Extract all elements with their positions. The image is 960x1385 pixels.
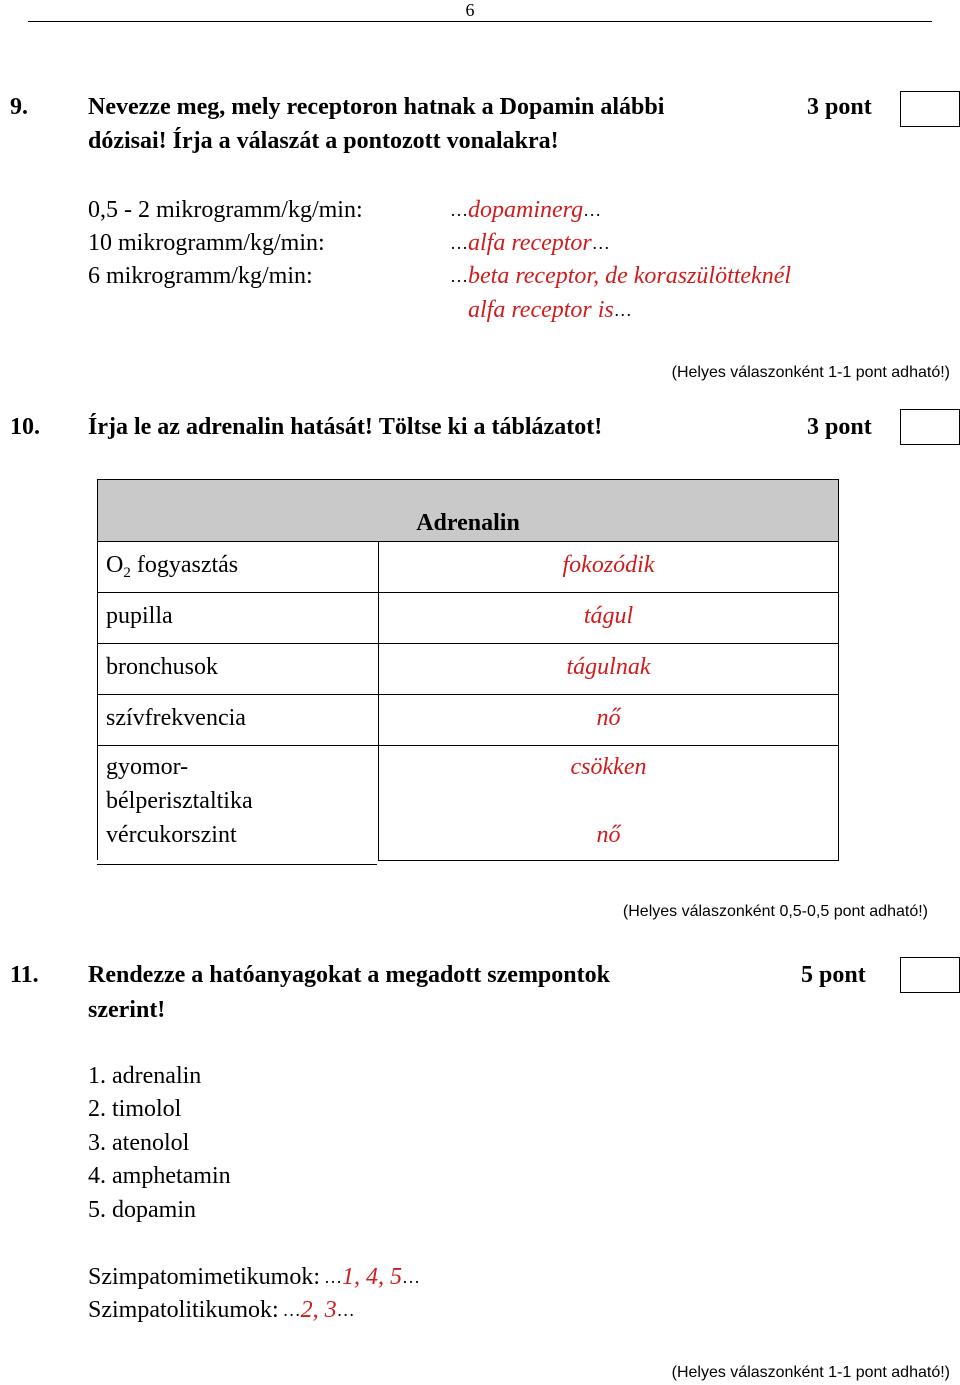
q9-answer-2-text: alfa receptor xyxy=(468,230,592,256)
dots-right: … xyxy=(336,1300,355,1320)
sympathomimetic-label: Szimpatomimetikumok: xyxy=(88,1264,320,1290)
q11-score-box[interactable] xyxy=(900,957,960,993)
table-row xyxy=(98,746,839,861)
q9-number: 9. xyxy=(10,94,28,120)
row-label-gi-peristalsis xyxy=(98,746,379,861)
q10-score-box[interactable] xyxy=(900,409,960,445)
row-answer-gi-peristalsis: csökken xyxy=(570,754,647,780)
row-label-o2 xyxy=(98,542,379,593)
table-row xyxy=(98,542,839,593)
sympatholytic-line xyxy=(88,1297,355,1324)
q9-answer-1-text: dopaminerg xyxy=(468,197,584,223)
q9-dose-1: 0,5 - 2 mikrogramm/kg/min: xyxy=(88,197,363,223)
dots-left: … xyxy=(450,200,468,220)
table-row xyxy=(98,593,839,644)
dots-left: … xyxy=(323,1267,342,1287)
row-answer-pupil: tágul xyxy=(379,593,839,644)
list-item: 1. adrenalin xyxy=(88,1063,202,1089)
q10-points: 3 pont xyxy=(807,414,872,440)
q10-title-rest: Töltse ki a táblázatot! xyxy=(378,414,603,440)
row-label-blood-sugar: vércukorszint xyxy=(106,822,237,848)
sympathomimetic-line xyxy=(88,1264,420,1291)
q9-points: 3 pont xyxy=(807,94,872,120)
row-answer-o2: fokozódik xyxy=(379,542,839,593)
q11-title-line2: szerint! xyxy=(88,997,166,1023)
o2-rest: fogyasztás xyxy=(130,552,239,578)
header-rule xyxy=(28,21,932,22)
gi-label-line1: gyomor- xyxy=(106,754,189,780)
q11-title-line1: Rendezze a hatóanyagokat a megadott szempontok xyxy=(88,962,610,988)
q9-answer-3-cont-text: alfa receptor is xyxy=(468,297,614,323)
q9-title-line2: dózisai! Írja a válaszát a pontozott vonalakra! xyxy=(88,128,559,154)
table-header: Adrenalin xyxy=(98,480,839,542)
q9-dose-2: 10 mikrogramm/kg/min: xyxy=(88,230,325,256)
q9-title-line1: Nevezze meg, mely receptoron hatnak a Dopamin alábbi xyxy=(88,94,665,120)
table-row xyxy=(98,695,839,746)
list-item: 4. amphetamin xyxy=(88,1163,231,1189)
list-item: 5. dopamin xyxy=(88,1197,196,1223)
q9-answer-2 xyxy=(450,230,610,257)
q10-scoring-note: (Helyes válaszonként 0,5-0,5 pont adható!) xyxy=(622,903,928,920)
q11-points: 5 pont xyxy=(801,962,866,988)
q10-number: 10. xyxy=(10,414,40,440)
row-label-heart-rate: szívfrekvencia xyxy=(98,695,379,746)
q9-scoring-note: (Helyes válaszonként 1-1 pont adható!) xyxy=(671,364,950,381)
list-item: 3. atenolol xyxy=(88,1130,190,1156)
sympatholytic-label: Szimpatolitikumok: xyxy=(88,1297,279,1323)
sympathomimetic-answer: 1, 4, 5 xyxy=(341,1264,402,1290)
dots-right: … xyxy=(591,233,610,253)
table-row xyxy=(98,644,839,695)
gi-label-line2: bélperisztaltika xyxy=(106,788,253,814)
q11-number: 11. xyxy=(10,962,39,988)
dots-right: … xyxy=(613,300,632,320)
dots-left: … xyxy=(450,266,468,286)
table-header-row xyxy=(98,480,839,542)
dots-left: … xyxy=(450,233,468,253)
o2-subscript: 2 xyxy=(123,565,131,581)
row-answer-blood-sugar: nő xyxy=(596,822,621,848)
q11-scoring-note: (Helyes válaszonként 1-1 pont adható!) xyxy=(671,1364,950,1381)
dots-right: … xyxy=(401,1267,420,1287)
o2-letter: O xyxy=(106,552,124,578)
list-item: 2. timolol xyxy=(88,1096,182,1122)
page-number: 6 xyxy=(465,0,475,20)
row-label-bronchi: bronchusok xyxy=(98,644,379,695)
q9-answer-3-continuation xyxy=(468,297,632,324)
q10-title xyxy=(88,414,602,441)
row-answers-bottom xyxy=(379,746,839,861)
dots-right: … xyxy=(583,200,602,220)
row-label-pupil: pupilla xyxy=(98,593,379,644)
adrenalin-effects-table xyxy=(97,479,839,861)
row-answer-bronchi: tágulnak xyxy=(379,644,839,695)
q9-answer-3-text: beta receptor, de koraszülötteknél xyxy=(468,263,792,289)
q9-dose-3: 6 mikrogramm/kg/min: xyxy=(88,263,313,289)
sympatholytic-answer: 2, 3 xyxy=(300,1297,337,1323)
q10-title-bold: Írja le az adrenalin hatását! xyxy=(88,414,373,440)
q9-score-box[interactable] xyxy=(900,91,960,127)
q9-answer-3 xyxy=(450,263,791,290)
spacer xyxy=(379,784,838,818)
row-answer-heart-rate: nő xyxy=(379,695,839,746)
dots-left: … xyxy=(282,1300,301,1320)
table-bottom-rule-left xyxy=(97,864,377,865)
q9-answer-1 xyxy=(450,197,601,224)
